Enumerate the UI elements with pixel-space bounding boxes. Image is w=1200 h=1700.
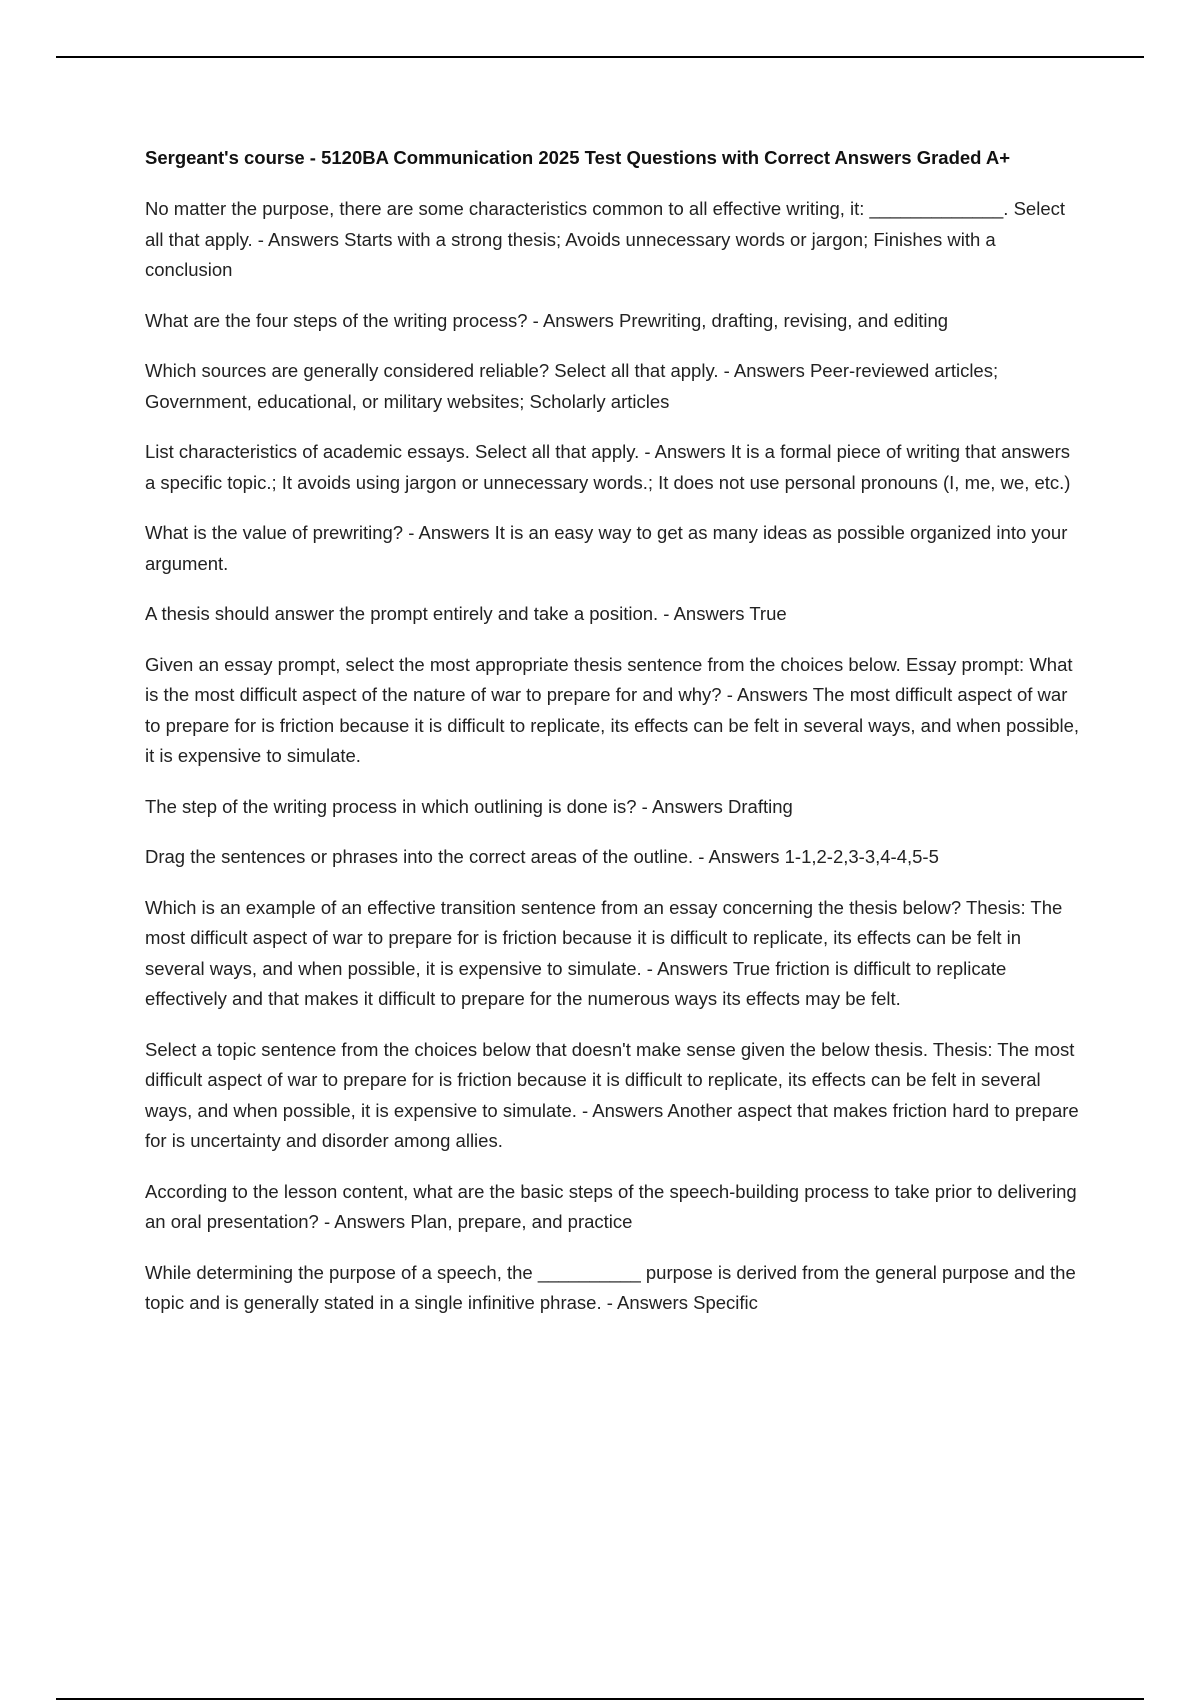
qa-item: List characteristics of academic essays. Select all that apply. - Answers It is a formal piece of writing that answers a specific topic.; It avoids using jargon or unnecessary words.; It does not use personal pronouns (I, me, we, etc.) bbox=[145, 441, 1071, 493]
qa-item: No matter the purpose, there are some characteristics common to all effective writing, it: _____________. Select all that apply. - Answers Starts with a strong thesis; Avoids unnecessary words or jargon; Finishes with a conclusion bbox=[145, 198, 1065, 280]
document-title: Sergeant's course - 5120BA Communication 2025 Test Questions with Correct Answers Graded A+ bbox=[145, 147, 1011, 168]
qa-item: Given an essay prompt, select the most appropriate thesis sentence from the choices below. Essay prompt: What is the most difficult aspect of the nature of war to prepare for and why? - Answers The most difficult aspect of war to prepare for is friction because it is difficult to replicate, its effects can be felt in several ways, and when possible, it is expensive to simulate. bbox=[145, 653, 1080, 766]
qa-item: Select a topic sentence from the choices below that doesn't make sense given the below thesis. Thesis: The most difficult aspect of war to prepare for is friction because it is difficult to replicate, its effects can be felt in several ways, and when possible, it is expensive to simulate. - Answers Another aspect that makes friction hard to prepare for is uncertainty and disorder among allies. bbox=[145, 1038, 1079, 1151]
qa-item: While determining the purpose of a speech, the __________ purpose is derived from the general purpose and the topic and is generally stated in a single infinitive phrase. - Answers Specific bbox=[145, 1261, 1076, 1313]
qa-item: Drag the sentences or phrases into the correct areas of the outline. - Answers 1-1,2-2,3-3,4-4,5-5 bbox=[145, 846, 939, 867]
qa-item: A thesis should answer the prompt entirely and take a position. - Answers True bbox=[145, 603, 787, 624]
qa-item: What are the four steps of the writing process? - Answers Prewriting, drafting, revising, and editing bbox=[145, 309, 949, 331]
qa-item: The step of the writing process in which outlining is done is? - Answers Drafting bbox=[145, 795, 793, 817]
page-top-rule bbox=[56, 56, 1144, 58]
qa-item: Which sources are generally considered reliable? Select all that apply. - Answers Peer-reviewed articles; Government, educational, or military websites; Scholarly articles bbox=[145, 360, 999, 412]
qa-item: What is the value of prewriting? - Answers It is an easy way to get as many ideas as possible organized into your argument. bbox=[145, 522, 1068, 574]
document-body bbox=[145, 146, 1085, 1339]
qa-item: Which is an example of an effective transition sentence from an essay concerning the thesis below? Thesis: The most difficult aspect of war to prepare for is friction because it is difficult to replicate, its effects can be felt in several ways, and when possible, it is expensive to simulate. - Answers True friction is difficult to replicate effectively and that makes it difficult to prepare for the numerous ways its effects may be felt. bbox=[145, 896, 1063, 1009]
qa-item: According to the lesson content, what are the basic steps of the speech-building process to take prior to delivering an oral presentation? - Answers Plan, prepare, and practice bbox=[145, 1180, 1077, 1232]
